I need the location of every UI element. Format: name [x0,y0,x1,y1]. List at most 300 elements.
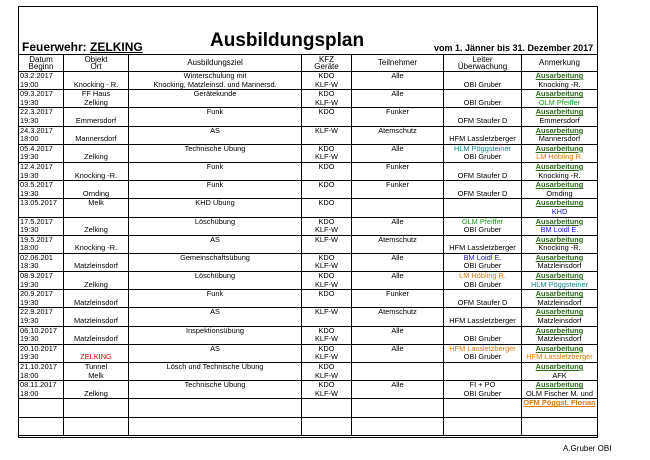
table-row [19,162,598,171]
cell-anmerkung: Ausarbeitung [522,108,598,117]
cell-kfz: KDO [302,326,352,335]
cell-teilnehmer: Alle [352,326,444,335]
cell-anmerkung: Mannersdorf [522,135,598,144]
cell-ziel: Technische Übung [129,381,302,390]
cell-kfz: KLF-W [302,281,352,290]
cell-ziel: AS [129,308,302,317]
cell-ziel: Funk [129,290,302,299]
cell-kfz: KDO [302,72,352,81]
cell-teilnehmer [352,135,444,144]
table-row [19,181,598,190]
table-row [19,81,598,90]
cell-ort: Matzleinsdorf [64,262,129,271]
cell-ort [64,308,129,317]
table-row [19,317,598,326]
cell-leiter [444,363,522,372]
cell-teilnehmer [352,244,444,253]
table-row [19,217,598,226]
col-header-datum: Datum Beginn [19,55,64,72]
cell-leiter [444,181,522,190]
cell-ort: Melk [64,372,129,381]
table-row [19,281,598,290]
cell-kfz: KDO [302,272,352,281]
cell-ziel [129,135,302,144]
cell-teilnehmer: Atemschutz [352,126,444,135]
cell-kfz: KLF-W [302,262,352,271]
cell-teilnehmer [352,299,444,308]
cell-anmerkung: Ausarbeitung [522,272,598,281]
cell-kfz [302,426,352,435]
cell-datum: 02.06.201 [19,253,64,262]
cell-kfz: KDO [302,90,352,99]
cell-ziel: Funk [129,162,302,171]
cell-ziel: AS [129,126,302,135]
cell-teilnehmer [352,153,444,162]
cell-ziel [129,335,302,344]
cell-anmerkung: Ausarbeitung [522,72,598,81]
cell-anmerkung: Ausarbeitung [522,308,598,317]
cell-kfz: KDO [302,108,352,117]
cell-leiter [444,326,522,335]
cell-ort: Emmersdorf [64,117,129,126]
cell-teilnehmer: Alle [352,381,444,390]
table-row [19,290,598,299]
cell-anmerkung: OLM Pfeiffer [522,99,598,108]
table-header-row [19,55,598,72]
cell-anmerkung: LM Höbling R. [522,153,598,162]
cell-ziel: Technische Übung [129,144,302,153]
cell-ziel [129,281,302,290]
cell-ort [64,162,129,171]
cell-ort: Tunnel [64,363,129,372]
cell-ziel [129,226,302,235]
cell-ziel [129,372,302,381]
cell-ziel [129,353,302,362]
cell-datum: 19:30 [19,317,64,326]
cell-teilnehmer: Funker [352,290,444,299]
cell-leiter: HFM Lassletzberger [444,344,522,353]
org-label: Feuerwehr: [22,40,87,54]
cell-kfz [302,317,352,326]
cell-anmerkung: Ornding [522,190,598,199]
cell-anmerkung: Emmersdorf [522,117,598,126]
table-row [19,108,598,117]
cell-teilnehmer [352,208,444,217]
cell-datum: 19:00 [19,81,64,90]
table-row [19,363,598,372]
cell-ort [64,181,129,190]
cell-kfz [302,399,352,408]
cell-ort: Matzleinsdorf [64,317,129,326]
cell-kfz: KLF-W [302,390,352,399]
cell-anmerkung: Knocking -R. [522,81,598,90]
table-row [19,426,598,435]
cell-kfz [302,299,352,308]
cell-ort: Knocking -R. [64,172,129,181]
cell-kfz: KLF-W [302,99,352,108]
table-row [19,353,598,362]
cell-datum: 19:30 [19,172,64,181]
cell-leiter [444,126,522,135]
cell-kfz: KLF-W [302,226,352,235]
cell-ziel [129,208,302,217]
cell-anmerkung: Ausarbeitung [522,90,598,99]
col-header-kfz: KFZ Geräte [302,55,352,72]
table-row [19,344,598,353]
cell-datum: 18:00 [19,244,64,253]
cell-ort [64,290,129,299]
cell-teilnehmer: Atemschutz [352,235,444,244]
cell-leiter: OFM Staufer D [444,190,522,199]
cell-anmerkung: Matzleinsdorf [522,335,598,344]
cell-kfz: KLF-W [302,372,352,381]
table-row [19,90,598,99]
cell-teilnehmer [352,317,444,326]
cell-kfz [302,408,352,417]
cell-datum: 12.4.2017 [19,162,64,171]
cell-ort: Melk [64,199,129,208]
table-row [19,172,598,181]
cell-teilnehmer [352,190,444,199]
cell-kfz: KDO [302,162,352,171]
cell-leiter [444,90,522,99]
cell-teilnehmer [352,426,444,435]
cell-teilnehmer [352,81,444,90]
cell-teilnehmer: Funker [352,181,444,190]
col-header-teilnehmer: Teilnehmer [352,55,444,72]
cell-teilnehmer [352,99,444,108]
cell-ziel: Knocking, Matzleinsd. und Mannersd. [129,81,302,90]
cell-ziel [129,262,302,271]
cell-leiter [444,199,522,208]
cell-datum: 09.3.2017 [19,90,64,99]
cell-leiter [444,290,522,299]
cell-teilnehmer: Atemschutz [352,308,444,317]
training-plan-table [18,54,598,436]
cell-teilnehmer: Alle [352,272,444,281]
cell-teilnehmer [352,226,444,235]
cell-ort: ZELKING [64,353,129,362]
cell-anmerkung: Ausarbeitung [522,162,598,171]
cell-leiter: OBI Gruber [444,353,522,362]
cell-ort [64,72,129,81]
cell-kfz [302,208,352,217]
org-heading [22,40,143,54]
cell-datum: 08.9.2017 [19,272,64,281]
cell-kfz [302,135,352,144]
cell-datum [19,417,64,426]
table-row [19,144,598,153]
cell-datum: 19:30 [19,153,64,162]
cell-ort [64,344,129,353]
cell-ziel [129,172,302,181]
cell-teilnehmer: Alle [352,253,444,262]
cell-anmerkung: Ausarbeitung [522,144,598,153]
cell-ort [64,408,129,417]
cell-ort: Mannersdorf [64,135,129,144]
cell-anmerkung: OFM Pöggst. Florian [523,398,596,408]
col-header-objekt: Objekt Ort [64,55,129,72]
cell-kfz [302,172,352,181]
cell-teilnehmer [352,399,444,408]
col-header-anmerkung: Anmerkung [522,55,598,72]
cell-kfz: KDO [302,253,352,262]
table-row [19,190,598,199]
cell-datum: 19.5.2017 [19,235,64,244]
cell-ziel: Löschübung [129,217,302,226]
cell-ort [64,208,129,217]
cell-leiter: OFM Staufer D [444,299,522,308]
cell-anmerkung: Matzleinsdorf [522,299,598,308]
cell-leiter [444,426,522,435]
cell-leiter: LM Höbling R. [444,272,522,281]
cell-datum: 21.10.2017 [19,363,64,372]
cell-anmerkung: Ausarbeitung [522,344,598,353]
cell-ort [64,417,129,426]
cell-kfz: KDO [302,363,352,372]
cell-leiter: OBI Gruber [444,226,522,235]
cell-leiter: OFM Staufer D [444,117,522,126]
cell-ort: Matzleinsdorf [64,299,129,308]
cell-kfz: KDO [302,181,352,190]
cell-leiter [444,372,522,381]
table-row [19,99,598,108]
cell-leiter: OBI Gruber [444,153,522,162]
table-row [19,253,598,262]
table-row [19,381,598,390]
cell-ziel [129,390,302,399]
table-row [19,299,598,308]
cell-kfz: KDO [302,290,352,299]
cell-datum: 19:30 [19,226,64,235]
cell-ziel: Inspektionsübung [129,326,302,335]
cell-datum: 03.2.2017 [19,72,64,81]
cell-leiter: FI + PÖ [444,381,522,390]
table-row [19,226,598,235]
cell-anmerkung: Ausarbeitung [522,253,598,262]
cell-ort [64,144,129,153]
cell-ziel [129,417,302,426]
cell-ort [64,326,129,335]
cell-datum: 05.4.2017 [19,144,64,153]
cell-kfz: KLF-W [302,335,352,344]
cell-teilnehmer [352,372,444,381]
author-footer: A.Gruber OBI [563,444,612,453]
table-row [19,72,598,81]
cell-ort [64,217,129,226]
cell-kfz: KLF-W [302,353,352,362]
cell-leiter [444,308,522,317]
cell-datum: 19:30 [19,299,64,308]
cell-ort [64,126,129,135]
cell-ort [64,399,129,408]
cell-leiter: OBI Gruber [444,262,522,271]
cell-datum: 19:30 [19,353,64,362]
cell-teilnehmer [352,363,444,372]
cell-anmerkung: Ausarbeitung [522,326,598,335]
cell-anmerkung [522,417,598,426]
table-row [19,308,598,317]
cell-anmerkung: Ausarbeitung [522,181,598,190]
cell-anmerkung: Ausarbeitung [522,381,598,390]
cell-ort: FF Haus [64,90,129,99]
cell-teilnehmer: Funker [352,162,444,171]
cell-ziel: AS [129,344,302,353]
cell-ort: Zelking [64,99,129,108]
cell-teilnehmer: Funker [352,108,444,117]
cell-teilnehmer [352,335,444,344]
table-row [19,153,598,162]
cell-ziel: Funk [129,181,302,190]
cell-anmerkung: Knocking -R. [522,244,598,253]
cell-datum: 19:30 [19,335,64,344]
cell-datum: 18:00 [19,390,64,399]
cell-teilnehmer: Alle [352,72,444,81]
cell-ziel: AS [129,235,302,244]
cell-ort [64,253,129,262]
cell-datum [19,426,64,435]
cell-leiter [444,417,522,426]
cell-leiter: OBI Gruber [444,99,522,108]
cell-anmerkung: Matzleinsdorf [522,317,598,326]
cell-anmerkung: Ausarbeitung [522,363,598,372]
cell-leiter: HFM Lassletzberger [444,244,522,253]
cell-anmerkung: Ausarbeitung [522,199,598,208]
cell-leiter: HLM Pöggsteiner [444,144,522,153]
cell-ort [64,108,129,117]
table-row [19,417,598,426]
cell-kfz: KLF-W [302,126,352,135]
cell-kfz: KLF-W [302,308,352,317]
cell-datum: 17.5.2017 [19,217,64,226]
cell-leiter [444,235,522,244]
cell-ziel [129,190,302,199]
cell-ziel: Löschübung [129,272,302,281]
cell-ziel: Winterschulung mit [129,72,302,81]
cell-leiter: OBI Gruber [444,335,522,344]
table-row [19,408,598,417]
cell-anmerkung: KHD [522,208,598,217]
cell-anmerkung [522,426,598,435]
cell-teilnehmer [352,390,444,399]
cell-ziel [129,408,302,417]
cell-teilnehmer: Alle [352,217,444,226]
cell-datum: 03.5.2017 [19,181,64,190]
cell-leiter [444,162,522,171]
cell-leiter: OBI Gruber [444,81,522,90]
col-header-leiter: Leiter Überwachung [444,55,522,72]
table-row [19,390,598,399]
cell-ort: Matzleinsdorf [64,335,129,344]
cell-ziel [129,299,302,308]
cell-anmerkung: Ausarbeitung [522,290,598,299]
cell-teilnehmer [352,199,444,208]
cell-ort: Knocking - R. [64,81,129,90]
cell-ziel [129,317,302,326]
table-row [19,135,598,144]
cell-kfz: KLF-W [302,235,352,244]
cell-kfz: KDO [302,199,352,208]
cell-ziel [129,153,302,162]
cell-ziel [129,117,302,126]
cell-datum [19,208,64,217]
cell-datum: 20.9.2017 [19,290,64,299]
cell-leiter [444,108,522,117]
cell-ort: Ornding [64,190,129,199]
col-header-ziel: Ausbildungsziel [129,55,302,72]
cell-datum: 18:00 [19,135,64,144]
cell-teilnehmer [352,117,444,126]
cell-datum: 19:30 [19,190,64,199]
cell-ort: Zelking [64,153,129,162]
table-row [19,235,598,244]
cell-teilnehmer [352,262,444,271]
cell-anmerkung: Matzleinsdorf [522,262,598,271]
cell-anmerkung: HLM Pöggsteiner [522,281,598,290]
cell-ziel [129,99,302,108]
cell-teilnehmer [352,172,444,181]
cell-teilnehmer: Alle [352,90,444,99]
cell-ziel: Gemeinschaftsübung [129,253,302,262]
cell-leiter: OBI Gruber [444,281,522,290]
cell-teilnehmer [352,353,444,362]
cell-leiter: OLM Pfeiffer [444,217,522,226]
cell-leiter: OBI Gruber [444,390,522,399]
cell-teilnehmer: Alle [352,144,444,153]
cell-datum: 24.3.2017 [19,126,64,135]
table-body [19,72,598,436]
cell-ort [64,235,129,244]
cell-kfz [302,417,352,426]
table-row [19,117,598,126]
cell-ort: Zelking [64,226,129,235]
table-row [19,326,598,335]
cell-kfz: KDO [302,144,352,153]
cell-datum: 22.9.2017 [19,308,64,317]
cell-ziel: Lösch und Technische Übung [129,363,302,372]
cell-anmerkung: AFK [522,372,598,381]
cell-kfz [302,190,352,199]
page-title: Ausbildungsplan [210,30,365,51]
cell-kfz [302,117,352,126]
cell-datum: 13.05.2017 [19,199,64,208]
cell-anmerkung: OLM Fischer M. und [522,390,598,399]
cell-datum [19,408,64,417]
cell-leiter [444,72,522,81]
cell-teilnehmer [352,417,444,426]
table-row [19,399,598,408]
cell-anmerkung: Ausarbeitung [522,217,598,226]
table-row [19,372,598,381]
org-name: ZELKING [90,40,143,54]
cell-anmerkung: BM Loidl E. [522,226,598,235]
cell-datum: 19:30 [19,281,64,290]
table-row [19,199,598,208]
cell-teilnehmer [352,281,444,290]
cell-ziel [129,399,302,408]
cell-ort: Zelking [64,390,129,399]
cell-datum: 20.10.2017 [19,344,64,353]
cell-anmerkung: Ausarbeitung [522,235,598,244]
table-row [19,335,598,344]
cell-leiter [444,399,522,408]
cell-teilnehmer [352,408,444,417]
cell-ort [64,272,129,281]
cell-datum [19,399,64,408]
cell-teilnehmer: Alle [352,344,444,353]
cell-datum: 22.3.2017 [19,108,64,117]
cell-anmerkung: HFM Lassletzberger [522,353,598,362]
